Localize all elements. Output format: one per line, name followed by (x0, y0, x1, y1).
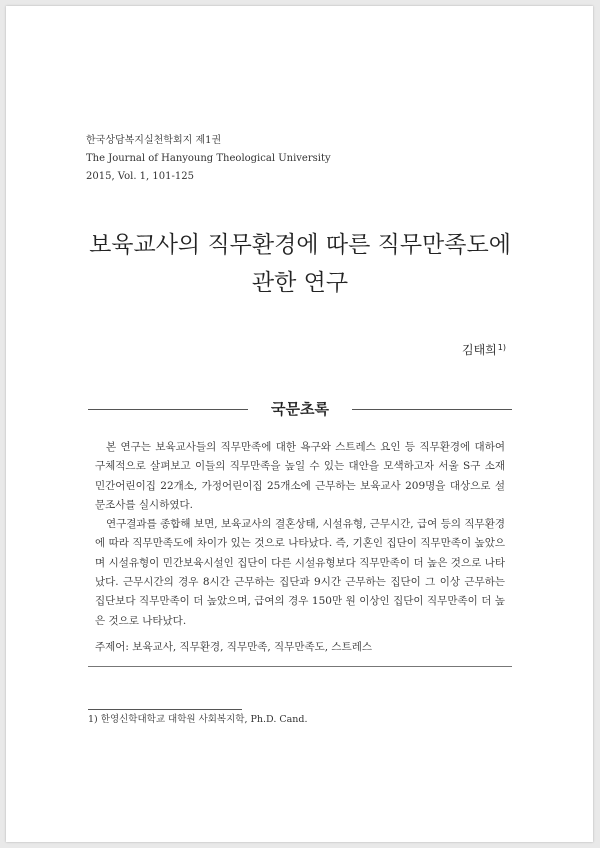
author-footnote-mark: 1) (497, 343, 506, 352)
abstract-paragraph-1: 본 연구는 보육교사들의 직무만족에 대한 욕구와 스트레스 요인 등 직무환경에 대하여 구체적으로 살펴보고 이들의 직무만족을 높일 수 있는 대안을 모색하고자 서울 S구 소재 민간어린이집 22개소, 가정어린이집 25개소에 근무하는 보육교사 209명을 대상으로 설문조사를 실시하였다. (95, 441, 505, 511)
paper-title (0, 226, 600, 302)
paper-title-line-2: 관한 연구 (251, 270, 349, 296)
journal-issue: 2015, Vol. 1, 101-125 (86, 171, 194, 182)
author-name: 김태희 (462, 343, 497, 357)
paper-title-line-1: 보육교사의 직무환경에 따른 직무만족도에 (89, 232, 511, 258)
footnote-divider (88, 709, 242, 710)
abstract-paragraph-2: 연구결과를 종합해 보면, 보육교사의 결혼상태, 시설유형, 근무시간, 급여 등의 직무환경에 따라 직무만족도에 차이가 있는 것으로 나타났다. 즉, 기혼인 집단이 직무만족이 높았으며 시설유형이 민간보육시설인 집단이 다른 시설유형보다 직무만족이 더 높은 것으로 나타났다. 근무시간의 경우 8시간 근무하는 집단과 9시간 근무하는 집단이 그 이상 근무하는 집단보다 직무만족이 더 높았으며, 급여의 경우 150만 원 이상인 집단이 직무만족이 더 높은 것으로 나타났다. (95, 518, 505, 627)
abstract-heading-row (88, 398, 512, 420)
journal-english-name: The Journal of Hanyoung Theological University (86, 153, 331, 164)
journal-header (86, 132, 331, 186)
abstract-heading: 국문초록 (271, 400, 329, 418)
footnote: 1) 한영신학대학교 대학원 사회복지학, Ph.D. Cand. (88, 714, 308, 725)
keywords: 주제어: 보육교사, 직무환경, 직무만족, 직무만족도, 스트레스 (95, 641, 373, 653)
abstract-heading-rule-right (352, 409, 512, 410)
abstract-body (95, 438, 505, 631)
journal-korean-name: 한국상담복지실천학회지 제1권 (86, 135, 222, 146)
author (462, 341, 506, 358)
keywords-divider (88, 666, 512, 667)
